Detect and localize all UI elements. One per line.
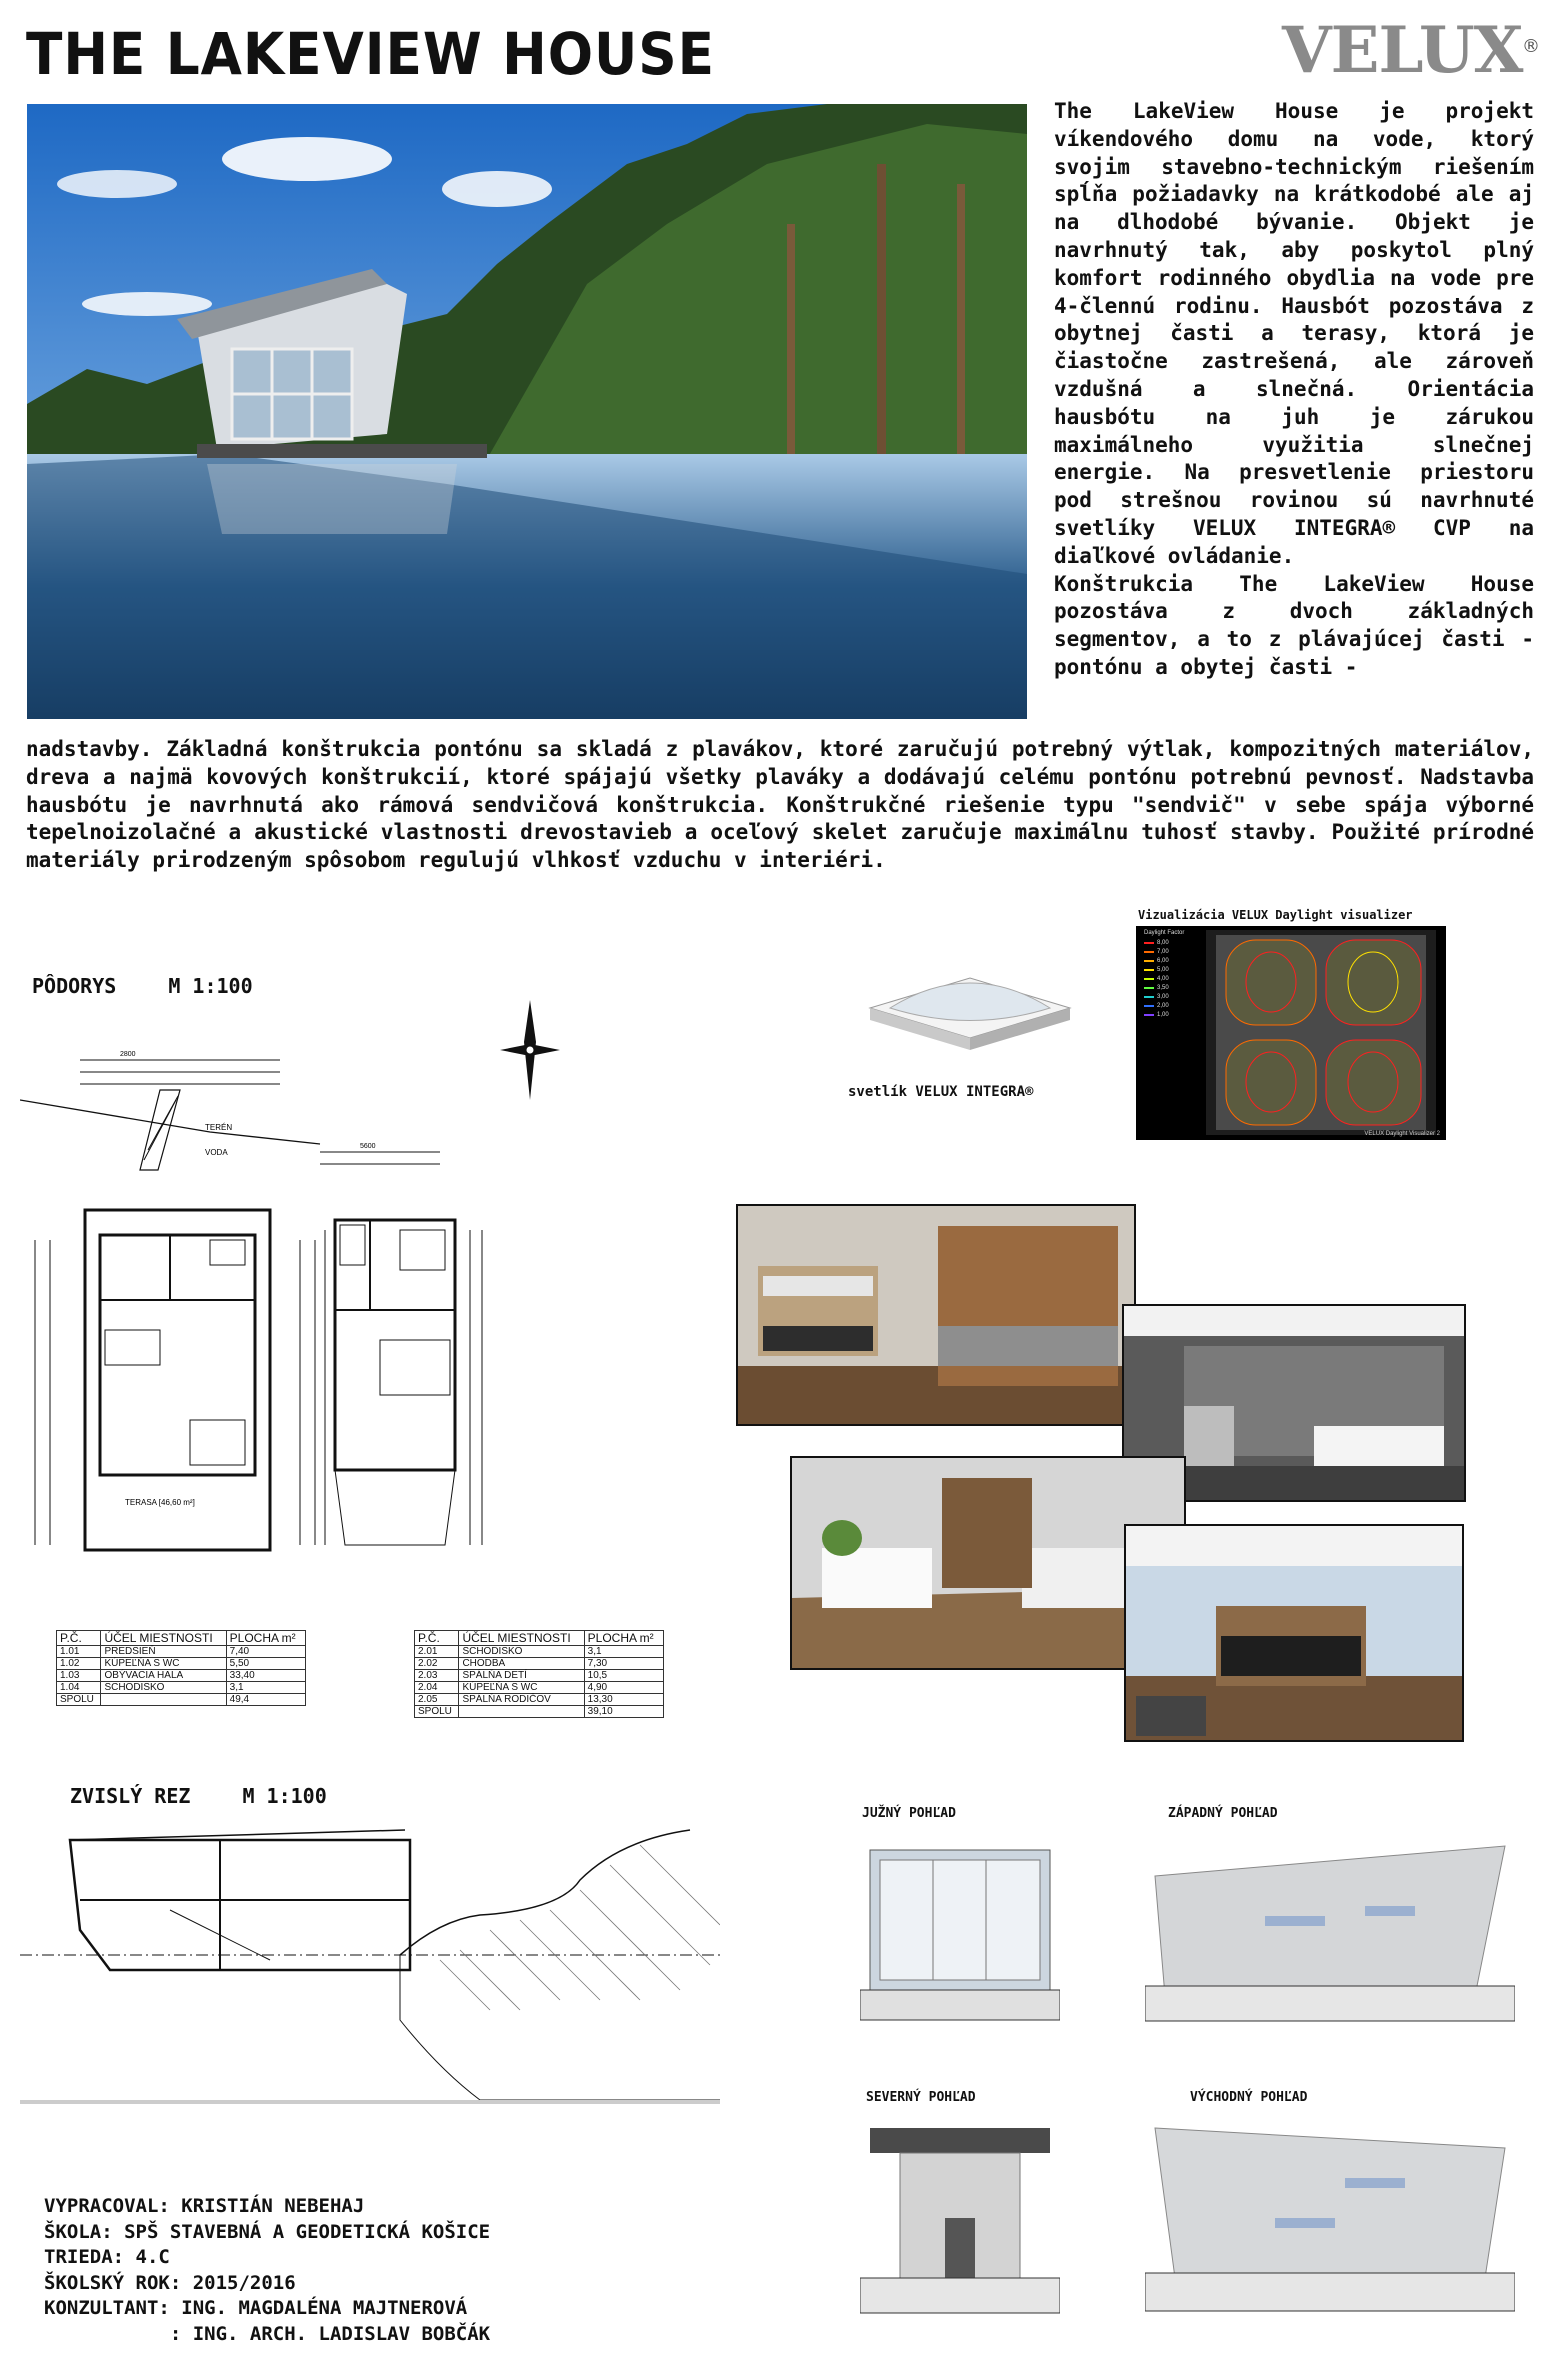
velux-logo bbox=[1282, 13, 1540, 88]
legend-swatch bbox=[1144, 987, 1154, 989]
cell: SPOLU bbox=[415, 1706, 459, 1718]
visualizer-footer: VELUX Daylight Visualizer 2 bbox=[1364, 1131, 1440, 1137]
legend-swatch bbox=[1144, 1014, 1154, 1016]
section-drawing bbox=[20, 1820, 720, 2140]
skylight-image bbox=[860, 958, 1080, 1058]
north-elevation bbox=[860, 2118, 1060, 2318]
legend-swatch bbox=[1144, 960, 1154, 962]
legend-entry bbox=[1144, 974, 1169, 983]
cell: 3,1 bbox=[226, 1682, 305, 1694]
cell: 7,30 bbox=[584, 1658, 663, 1670]
cell: SPÁLŇA DETÍ bbox=[459, 1670, 584, 1682]
terrace-label: TERASA [46,60 m²] bbox=[125, 1498, 195, 1507]
col-area: PLOCHA m² bbox=[226, 1631, 305, 1646]
west-view-label: ZÁPADNÝ POHĽAD bbox=[1168, 1806, 1278, 1821]
credit-author: VYPRACOVAL: KRISTIÁN NEBEHAJ bbox=[44, 2195, 365, 2217]
legend-value: 5,00 bbox=[1157, 966, 1169, 973]
table-row bbox=[415, 1670, 664, 1682]
legend-entry bbox=[1144, 992, 1169, 1001]
legend-swatch bbox=[1144, 1005, 1154, 1007]
dim-2800: 2800 bbox=[120, 1051, 136, 1058]
render-master-bedroom bbox=[1124, 1524, 1464, 1742]
legend-value: 3,00 bbox=[1157, 993, 1169, 1000]
legend-swatch bbox=[1144, 969, 1154, 971]
registered-mark: ® bbox=[1522, 36, 1540, 57]
daylight-legend bbox=[1144, 938, 1169, 1019]
shore-label: TERÉN bbox=[205, 1123, 233, 1132]
credit-school: ŠKOLA: SPŠ STAVEBNÁ A GEODETICKÁ KOŠICE bbox=[44, 2220, 491, 2243]
col-room: ÚČEL MIESTNOSTI bbox=[101, 1631, 226, 1646]
table-row bbox=[415, 1682, 664, 1694]
cell: 10,5 bbox=[584, 1670, 663, 1682]
legend-entry bbox=[1144, 956, 1169, 965]
cell: 2.02 bbox=[415, 1658, 459, 1670]
col-number: P.Č. bbox=[415, 1631, 459, 1646]
table-row bbox=[57, 1694, 306, 1706]
legend-entry bbox=[1144, 965, 1169, 974]
legend-swatch bbox=[1144, 951, 1154, 953]
col-area: PLOCHA m² bbox=[584, 1631, 663, 1646]
legend-swatch bbox=[1144, 942, 1154, 944]
render-kids-bedroom bbox=[736, 1204, 1136, 1426]
cell: 7,40 bbox=[226, 1646, 305, 1658]
section-title: ZVISLÝ REZ bbox=[70, 1784, 191, 1808]
cell: SPÁLŇA RODIČOV bbox=[459, 1694, 584, 1706]
ground-floor-room-table bbox=[56, 1630, 306, 1706]
cell: 1.03 bbox=[57, 1670, 101, 1682]
daylight-visualizer bbox=[1136, 926, 1446, 1140]
cell: OBÝVACIA HALA bbox=[101, 1670, 226, 1682]
cell: PREDSIEŇ bbox=[101, 1646, 226, 1658]
cell: 39,10 bbox=[584, 1706, 663, 1718]
cell bbox=[101, 1694, 226, 1706]
south-view-label: JUŽNÝ POHĽAD bbox=[862, 1806, 956, 1821]
legend-title: Daylight Factor bbox=[1144, 930, 1185, 936]
cell: 3,1 bbox=[584, 1646, 663, 1658]
cell: 2.01 bbox=[415, 1646, 459, 1658]
cell: KÚPEĽŇA S WC bbox=[459, 1682, 584, 1694]
table-row bbox=[57, 1658, 306, 1670]
water-label: VODA bbox=[205, 1148, 228, 1157]
cell bbox=[459, 1706, 584, 1718]
section-heading bbox=[70, 1784, 327, 1808]
intro-paragraph: The LakeView House je projekt víkendového domu na vode, ktorý svojim stavebno-technickým riešením spĺňa požiadavky na krátkodobé ale aj na dlhodobé bývanie. Objekt je navrhnutý tak, aby poskytol plný komfort rodinného obydlia na vode pre 4-člennú rodinu. Hausbót pozostáva z obytnej časti a terasy, ktorá je čiastočne zastrešená, ale zároveň vzdušná a slnečná. Orientácia hausbótu na juh je zárukou maximálneho využitia slnečnej energie. Na presvetlenie priestoru pod strešnou rovinou sú navrhnuté svetlíky VELUX INTEGRA® CVP na diaľkové ovládanie. bbox=[1054, 99, 1534, 568]
east-elevation bbox=[1145, 2118, 1515, 2318]
table-row bbox=[57, 1670, 306, 1682]
section-scale: M 1:100 bbox=[242, 1784, 327, 1808]
legend-value: 1,00 bbox=[1157, 1011, 1169, 1018]
legend-entry bbox=[1144, 1001, 1169, 1010]
legend-entry bbox=[1144, 1010, 1169, 1019]
col-number: P.Č. bbox=[57, 1631, 101, 1646]
dim-5600: 5600 bbox=[360, 1143, 376, 1150]
cell: 1.01 bbox=[57, 1646, 101, 1658]
cell: 4,90 bbox=[584, 1682, 663, 1694]
legend-value: 4,00 bbox=[1157, 975, 1169, 982]
skylight-caption: svetlík VELUX INTEGRA® bbox=[848, 1084, 1034, 1100]
credit-consultant-2: : ING. ARCH. LADISLAV BOBČÁK bbox=[44, 2322, 491, 2345]
legend-value: 6,00 bbox=[1157, 957, 1169, 964]
daylight-plan bbox=[1206, 930, 1436, 1135]
legend-value: 8,00 bbox=[1157, 939, 1169, 946]
west-elevation bbox=[1145, 1836, 1515, 2031]
construction-text bbox=[26, 736, 1534, 875]
plan-heading bbox=[32, 974, 253, 998]
legend-value: 3,50 bbox=[1157, 984, 1169, 991]
table-row bbox=[415, 1694, 664, 1706]
cell: 2.04 bbox=[415, 1682, 459, 1694]
visualizer-caption: Vizualizácia VELUX Daylight visualizer bbox=[1138, 908, 1413, 922]
cell: 13,30 bbox=[584, 1694, 663, 1706]
floor-plan-drawing bbox=[20, 1040, 690, 1600]
table-row bbox=[57, 1646, 306, 1658]
brand-name: VELUX bbox=[1282, 13, 1523, 88]
table-row bbox=[415, 1646, 664, 1658]
legend-entry bbox=[1144, 938, 1169, 947]
credits bbox=[44, 2194, 490, 2347]
cell: 2.03 bbox=[415, 1670, 459, 1682]
legend-value: 7,00 bbox=[1157, 948, 1169, 955]
plan-scale: M 1:100 bbox=[168, 974, 253, 998]
cell: 5,50 bbox=[226, 1658, 305, 1670]
hero-photo bbox=[27, 104, 1027, 719]
legend-value: 2,00 bbox=[1157, 1002, 1169, 1009]
cell: 1.02 bbox=[57, 1658, 101, 1670]
north-view-label: SEVERNÝ POHĽAD bbox=[866, 2090, 976, 2105]
south-elevation bbox=[860, 1830, 1060, 2030]
plan-title: PÔDORYS bbox=[32, 974, 117, 998]
cell: CHODBA bbox=[459, 1658, 584, 1670]
legend-entry bbox=[1144, 983, 1169, 992]
cell: 1.04 bbox=[57, 1682, 101, 1694]
construction-lead: Konštrukcia The LakeView House pozostáva z dvoch základných segmentov, a to z plávajúcej časti - pontónu a obytej časti - bbox=[1054, 571, 1534, 679]
construction-paragraph: nadstavby. Základná konštrukcia pontónu sa skladá z plavákov, ktoré zaručujú potrebný výtlak, kompozitných materiálov, dreva a najmä kovových konštrukcií, ktoré spájajú všetky plaváky a dodávajú celému pontónu potrebnú pevnosť. Nadstavba hausbótu je navrhnutá ako rámová sendvičová konštrukcia. Konštrukčné riešenie typu "sendvič" v sebe spája výborné tepelnoizolačné a akustické vlastnosti drevostavieb a oceľový skelet zaručuje maximálnu tuhosť stavby. Použité prírodné materiály prirodzeným spôsobom regulujú vlhkosť vzduchu v interiéri. bbox=[26, 737, 1534, 873]
poster-title: THE LAKEVIEW HOUSE bbox=[26, 20, 716, 88]
upper-floor-room-table bbox=[414, 1630, 664, 1718]
cell: 2.05 bbox=[415, 1694, 459, 1706]
table-row bbox=[415, 1706, 664, 1718]
col-room: ÚČEL MIESTNOSTI bbox=[459, 1631, 584, 1646]
cell: 49,4 bbox=[226, 1694, 305, 1706]
intro-text bbox=[1054, 98, 1534, 682]
credit-year: ŠKOLSKÝ ROK: 2015/2016 bbox=[44, 2271, 296, 2294]
table-row bbox=[57, 1682, 306, 1694]
credit-consultant-1: KONZULTANT: ING. MAGDALÉNA MAJTNEROVÁ bbox=[44, 2297, 468, 2319]
cell: KÚPEĽŇA S WC bbox=[101, 1658, 226, 1670]
cell: 33,40 bbox=[226, 1670, 305, 1682]
credit-class: TRIEDA: 4.C bbox=[44, 2246, 170, 2268]
legend-entry bbox=[1144, 947, 1169, 956]
legend-swatch bbox=[1144, 996, 1154, 998]
cell: SCHODISKO bbox=[101, 1682, 226, 1694]
cell: SCHODISKO bbox=[459, 1646, 584, 1658]
legend-swatch bbox=[1144, 978, 1154, 980]
table-row bbox=[415, 1658, 664, 1670]
cell: SPOLU bbox=[57, 1694, 101, 1706]
east-view-label: VÝCHODNÝ POHĽAD bbox=[1190, 2090, 1308, 2105]
